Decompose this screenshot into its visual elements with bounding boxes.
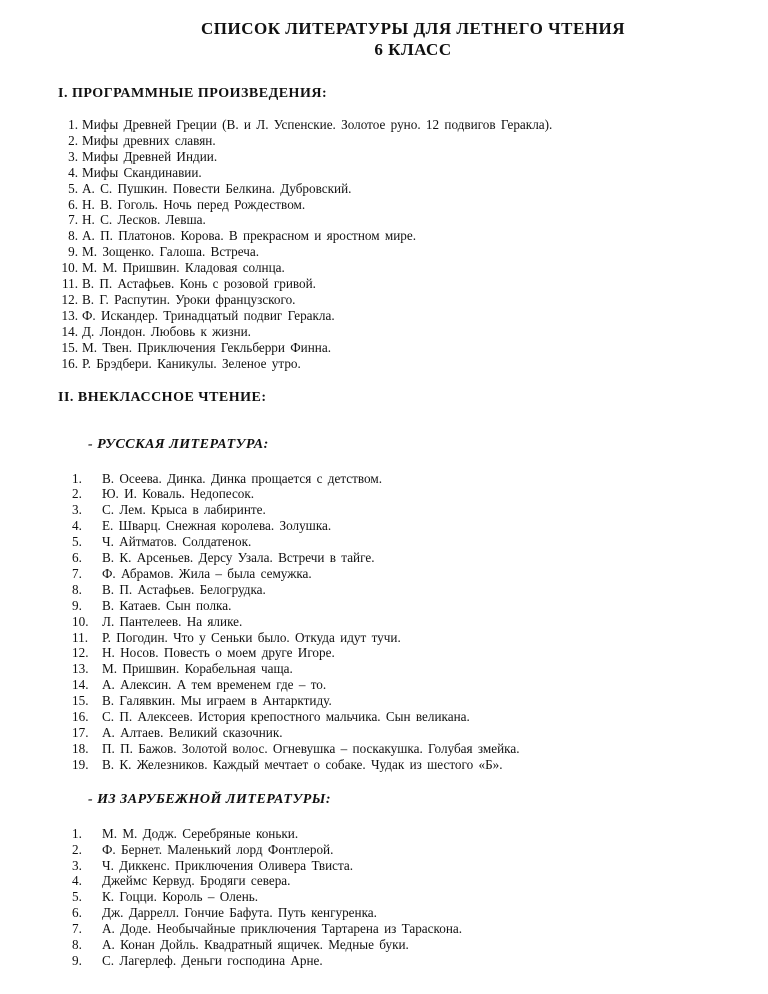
- list-item-text: Джеймс Кервуд. Бродяги севера.: [102, 873, 291, 889]
- list-item-text: Мифы Древней Индии.: [82, 148, 218, 164]
- list-item: [58, 534, 728, 550]
- section-heading-extracurricular: II. ВНЕКЛАССНОЕ ЧТЕНИЕ:: [58, 389, 267, 405]
- list-item: [58, 873, 728, 889]
- list-item-text: Ч. Айтматов. Солдатенок.: [102, 534, 252, 550]
- list-item-number: 2.: [72, 486, 82, 502]
- list-item-number: 7.: [72, 565, 82, 581]
- subheading-russian-literature: - РУССКАЯ ЛИТЕРАТУРА:: [88, 436, 269, 452]
- list-item-number: 5.: [72, 889, 82, 905]
- list-item-number: 3.: [72, 857, 82, 873]
- list-item-number: 9.: [72, 597, 82, 613]
- list-item-number: 4.: [72, 873, 82, 889]
- list-item-text: Ф. Искандер. Тринадцатый подвиг Геракла.: [82, 307, 335, 323]
- program-works-list: [58, 117, 728, 372]
- list-item: [58, 757, 728, 773]
- list-item: [58, 340, 728, 356]
- list-item-number: 4.: [72, 518, 82, 534]
- list-item-text: В. Г. Распутин. Уроки французского.: [82, 291, 296, 307]
- list-item: [58, 228, 728, 244]
- list-item-number: 14.: [72, 677, 89, 693]
- list-item: [58, 953, 728, 969]
- list-item-number: 10.: [61, 260, 78, 276]
- list-item: [58, 486, 728, 502]
- list-item: [58, 937, 728, 953]
- list-item: [58, 826, 728, 842]
- list-item-number: 12.: [72, 645, 89, 661]
- list-item: [58, 582, 728, 598]
- list-item-number: 15.: [61, 339, 78, 355]
- list-item: [58, 133, 728, 149]
- list-item-number: 6.: [72, 905, 82, 921]
- list-item-text: В. Галявкин. Мы играем в Антарктиду.: [102, 693, 332, 709]
- list-item-text: Мифы древних славян.: [82, 132, 216, 148]
- list-item-number: 13.: [72, 661, 89, 677]
- list-item-number: 2.: [72, 841, 82, 857]
- list-item-number: 3.: [68, 148, 78, 164]
- foreign-literature-list: [58, 826, 728, 969]
- list-item-text: Р. Погодин. Что у Сеньки было. Откуда идут тучи.: [102, 629, 401, 645]
- list-item: [58, 117, 728, 133]
- list-item-number: 14.: [61, 323, 78, 339]
- list-item: [58, 149, 728, 165]
- list-item: [58, 630, 728, 646]
- list-item: [58, 356, 728, 372]
- subheading-foreign-literature: - ИЗ ЗАРУБЕЖНОЙ ЛИТЕРАТУРЫ:: [88, 791, 331, 807]
- list-item-number: 1.: [72, 470, 82, 486]
- list-item: [58, 550, 728, 566]
- list-item-text: В. П. Астафьев. Конь с розовой гривой.: [82, 276, 316, 292]
- list-item: [58, 725, 728, 741]
- list-item-text: Ф. Абрамов. Жила – была семужка.: [102, 565, 312, 581]
- list-item-text: В. К. Арсеньев. Дерсу Узала. Встречи в тайге.: [102, 550, 375, 566]
- list-item-text: К. Гоцци. Король – Олень.: [102, 889, 259, 905]
- list-item-text: Ч. Диккенс. Приключения Оливера Твиста.: [102, 857, 354, 873]
- list-item: [58, 858, 728, 874]
- list-item-number: 1.: [72, 825, 82, 841]
- list-item-text: В. К. Железников. Каждый мечтает о собаке. Чудак из шестого «Б».: [102, 756, 503, 772]
- list-item-text: П. П. Бажов. Золотой волос. Огневушка – поскакушка. Голубая змейка.: [102, 740, 520, 756]
- list-item: [58, 661, 728, 677]
- list-item-text: С. Лагерлеф. Деньги господина Арне.: [102, 952, 323, 968]
- list-item: [58, 308, 728, 324]
- list-item-number: 16.: [72, 709, 89, 725]
- list-item-text: А. П. Платонов. Корова. В прекрасном и яростном мире.: [82, 228, 417, 244]
- list-item-number: 5.: [72, 534, 82, 550]
- list-item-number: 7.: [68, 212, 78, 228]
- list-item-number: 6.: [68, 196, 78, 212]
- list-item-text: Н. С. Лесков. Левша.: [82, 212, 206, 228]
- list-item-text: С. П. Алексеев. История крепостного мальчика. Сын великана.: [102, 709, 470, 725]
- list-item-text: Дж. Даррелл. Гончие Бафута. Путь кенгуренка.: [102, 905, 377, 921]
- list-item-text: А. Алтаев. Великий сказочник.: [102, 725, 283, 740]
- list-item-text: Д. Лондон. Любовь к жизни.: [82, 323, 251, 339]
- list-item: [58, 165, 728, 181]
- list-item-number: 9.: [72, 952, 82, 968]
- list-item-number: 11.: [62, 276, 78, 292]
- list-item-text: В. Осеева. Динка. Динка прощается с детством.: [102, 470, 382, 486]
- list-item-text: С. Лем. Крыса в лабиринте.: [102, 502, 266, 518]
- list-item: [58, 614, 728, 630]
- russian-literature-list: [58, 471, 728, 773]
- list-item-text: В. Катаев. Сын полка.: [102, 597, 232, 613]
- list-item-number: 7.: [72, 921, 82, 937]
- document-title: СПИСОК ЛИТЕРАТУРЫ ДЛЯ ЛЕТНЕГО ЧТЕНИЯ: [200, 19, 626, 38]
- list-item: [58, 598, 728, 614]
- list-item-text: Ю. И. Коваль. Недопесок.: [102, 486, 255, 502]
- list-item-text: А. Доде. Необычайные приключения Тартарена из Тараскона.: [102, 921, 463, 937]
- list-item: [58, 842, 728, 858]
- list-item: [58, 905, 728, 921]
- list-item-text: Мифы Древней Греции (В. и Л. Успенские. Золотое руно. 12 подвигов Геракла).: [82, 117, 553, 132]
- list-item-number: 5.: [68, 180, 78, 196]
- list-item: [58, 292, 728, 308]
- list-item-text: Мифы Скандинавии.: [82, 164, 202, 180]
- list-item-text: М. М. Додж. Серебряные коньки.: [102, 825, 299, 841]
- list-item-text: Н. В. Гоголь. Ночь перед Рождеством.: [82, 196, 306, 212]
- list-item-number: 10.: [72, 613, 89, 629]
- list-item-text: М. Пришвин. Корабельная чаща.: [102, 661, 293, 677]
- list-item-text: Р. Брэдбери. Каникулы. Зеленое утро.: [82, 355, 301, 371]
- list-item: [58, 197, 728, 213]
- list-item-text: В. П. Астафьев. Белогрудка.: [102, 581, 266, 597]
- list-item: [58, 677, 728, 693]
- list-item-text: М. Зощенко. Галоша. Встреча.: [82, 244, 260, 260]
- list-item: [58, 741, 728, 757]
- list-item-text: А. Алексин. А тем временем где – то.: [102, 677, 327, 693]
- list-item-text: Н. Носов. Повесть о моем друге Игоре.: [102, 645, 335, 661]
- list-item-number: 6.: [72, 550, 82, 566]
- section-heading-program-works: I. ПРОГРАММНЫЕ ПРОИЗВЕДЕНИЯ:: [58, 86, 328, 101]
- list-item: [58, 518, 728, 534]
- list-item-number: 2.: [68, 132, 78, 148]
- list-item: [58, 324, 728, 340]
- list-item: [58, 921, 728, 937]
- list-item-number: 11.: [72, 629, 88, 645]
- list-item: [58, 889, 728, 905]
- list-item: [58, 471, 728, 487]
- list-item-text: Е. Шварц. Снежная королева. Золушка.: [102, 518, 332, 534]
- list-item-number: 1.: [68, 117, 78, 132]
- list-item-number: 15.: [72, 693, 89, 709]
- list-item-text: М. М. Пришвин. Кладовая солнца.: [82, 260, 285, 276]
- list-item-text: А. Конан Дойль. Квадратный ящичек. Медные буки.: [102, 937, 409, 953]
- list-item-number: 3.: [72, 502, 82, 518]
- list-item-number: 8.: [72, 581, 82, 597]
- list-item: [58, 566, 728, 582]
- list-item-text: Л. Пантелеев. На ялике.: [102, 613, 243, 629]
- list-item: [58, 709, 728, 725]
- document-subtitle-grade: 6 КЛАСС: [374, 40, 452, 59]
- list-item-number: 9.: [68, 244, 78, 260]
- list-item-number: 13.: [61, 307, 78, 323]
- list-item: [58, 502, 728, 518]
- list-item-number: 19.: [72, 756, 89, 772]
- list-item-number: 12.: [61, 291, 78, 307]
- list-item-number: 8.: [72, 937, 82, 953]
- list-item: [58, 181, 728, 197]
- list-item: [58, 276, 728, 292]
- list-item-number: 16.: [61, 355, 78, 371]
- list-item-number: 4.: [68, 164, 78, 180]
- list-item: [58, 244, 728, 260]
- list-item-number: 17.: [72, 725, 89, 740]
- list-item-number: 8.: [68, 228, 78, 244]
- list-item-text: Ф. Бернет. Маленький лорд Фонтлерой.: [102, 841, 334, 857]
- list-item: [58, 645, 728, 661]
- list-item-number: 18.: [72, 740, 89, 756]
- list-item-text: А. С. Пушкин. Повести Белкина. Дубровский.: [82, 180, 352, 196]
- list-item: [58, 212, 728, 228]
- list-item-text: М. Твен. Приключения Гекльберри Финна.: [82, 339, 331, 355]
- list-item: [58, 693, 728, 709]
- list-item: [58, 260, 728, 276]
